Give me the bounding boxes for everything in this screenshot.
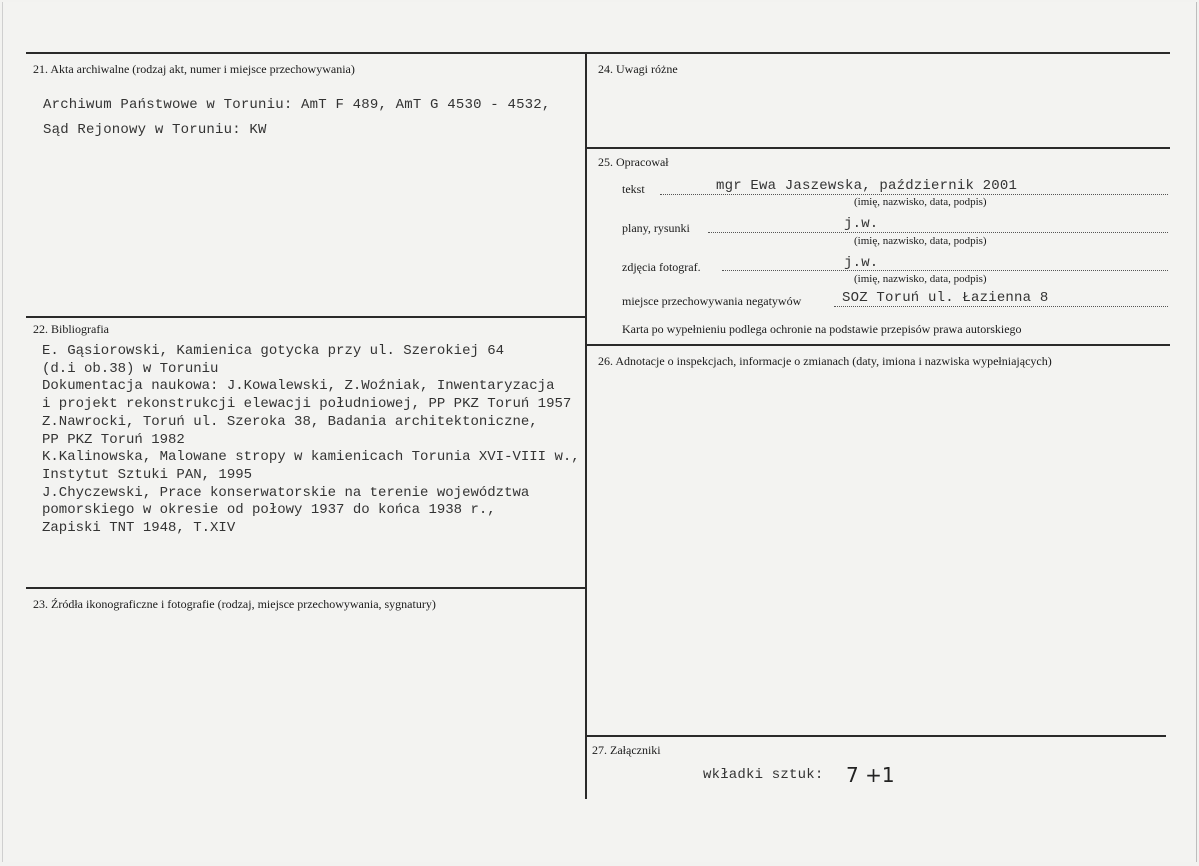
bibliography-line: PP PKZ Toruń 1982: [42, 431, 185, 448]
zdjecia-value: j.w.: [844, 255, 879, 271]
negatywy-dotted-line: [834, 306, 1168, 307]
attachments-handwritten-count: 7 +1: [846, 763, 895, 787]
section-21-line-2: Sąd Rejonowy w Toruniu: KW: [43, 122, 267, 138]
zdjecia-label: zdjęcia fotograf.: [622, 260, 701, 274]
bibliography-line: J.Chyczewski, Prace konserwatorskie na terenie województwa: [42, 484, 530, 501]
plany-value: j.w.: [844, 216, 879, 232]
copyright-note: Karta po wypełnieniu podlega ochronie na podstawie przepisów prawa autorskiego: [622, 322, 1022, 336]
section-22-label: 22. Bibliografia: [33, 322, 109, 336]
divider-26: [586, 344, 1170, 346]
plany-hint: (imię, nazwisko, data, podpis): [854, 235, 987, 247]
section-25-label: 25. Opracował: [598, 155, 669, 169]
section-21-line-1: Archiwum Państwowe w Toruniu: AmT F 489, AmT G 4530 - 4532,: [43, 97, 551, 113]
divider-23: [26, 587, 586, 589]
section-21-label: 21. Akta archiwalne (rodzaj akt, numer i miejsce przechowywania): [33, 62, 355, 76]
section-26-label: 26. Adnotacje o inspekcjach, informacje o zmianach (daty, imiona i nazwiska wypełniających): [598, 354, 1052, 368]
plany-label: plany, rysunki: [622, 221, 690, 235]
section-27-label: 27. Załączniki: [592, 743, 661, 757]
bibliography-line: Dokumentacja naukowa: J.Kowalewski, Z.Woźniak, Inwentaryzacja: [42, 378, 555, 395]
attachments-value: wkładki sztuk:: [703, 767, 824, 783]
divider-middle: [585, 52, 587, 799]
tekst-hint: (imię, nazwisko, data, podpis): [854, 196, 987, 208]
bibliography-line: (d.i ob.38) w Toruniu: [42, 360, 219, 377]
zdjecia-hint: (imię, nazwisko, data, podpis): [854, 273, 987, 285]
negatywy-label: miejsce przechowywania negatywów: [622, 294, 802, 308]
bibliography-line: Zapiski TNT 1948, T.XIV: [42, 520, 236, 537]
plany-dotted-line: [708, 232, 1168, 233]
bibliography-line: Instytut Sztuki PAN, 1995: [42, 466, 253, 483]
divider-top: [26, 52, 1170, 54]
bibliography-list: [42, 343, 580, 538]
section-24-label: 24. Uwagi różne: [598, 62, 678, 76]
bibliography-line: E. Gąsiorowski, Kamienica gotycka przy ul. Szerokiej 64: [42, 343, 505, 359]
bibliography-line: Z.Nawrocki, Toruń ul. Szeroka 38, Badania architektoniczne,: [42, 413, 538, 430]
bibliography-line: K.Kalinowska, Malowane stropy w kamienicach Torunia XVI-VIII w.,: [42, 449, 580, 466]
section-23-label: 23. Źródła ikonograficzne i fotografie (rodzaj, miejsce przechowywania, sygnatury): [33, 597, 436, 611]
divider-27: [586, 735, 1166, 737]
negatywy-value: SOZ Toruń ul. Łazienna 8: [842, 290, 1049, 306]
tekst-label: tekst: [622, 182, 645, 196]
zdjecia-dotted-line: [722, 270, 1168, 271]
tekst-value: mgr Ewa Jaszewska, październik 2001: [716, 178, 1018, 194]
divider-22: [26, 316, 586, 318]
bibliography-line: i projekt rekonstrukcji elewacji południowej, PP PKZ Toruń 1957: [42, 396, 572, 413]
divider-25: [586, 147, 1170, 149]
bibliography-line: pomorskiego w okresie od połowy 1937 do końca 1938 r.,: [42, 502, 496, 519]
tekst-dotted-line: [660, 194, 1168, 195]
